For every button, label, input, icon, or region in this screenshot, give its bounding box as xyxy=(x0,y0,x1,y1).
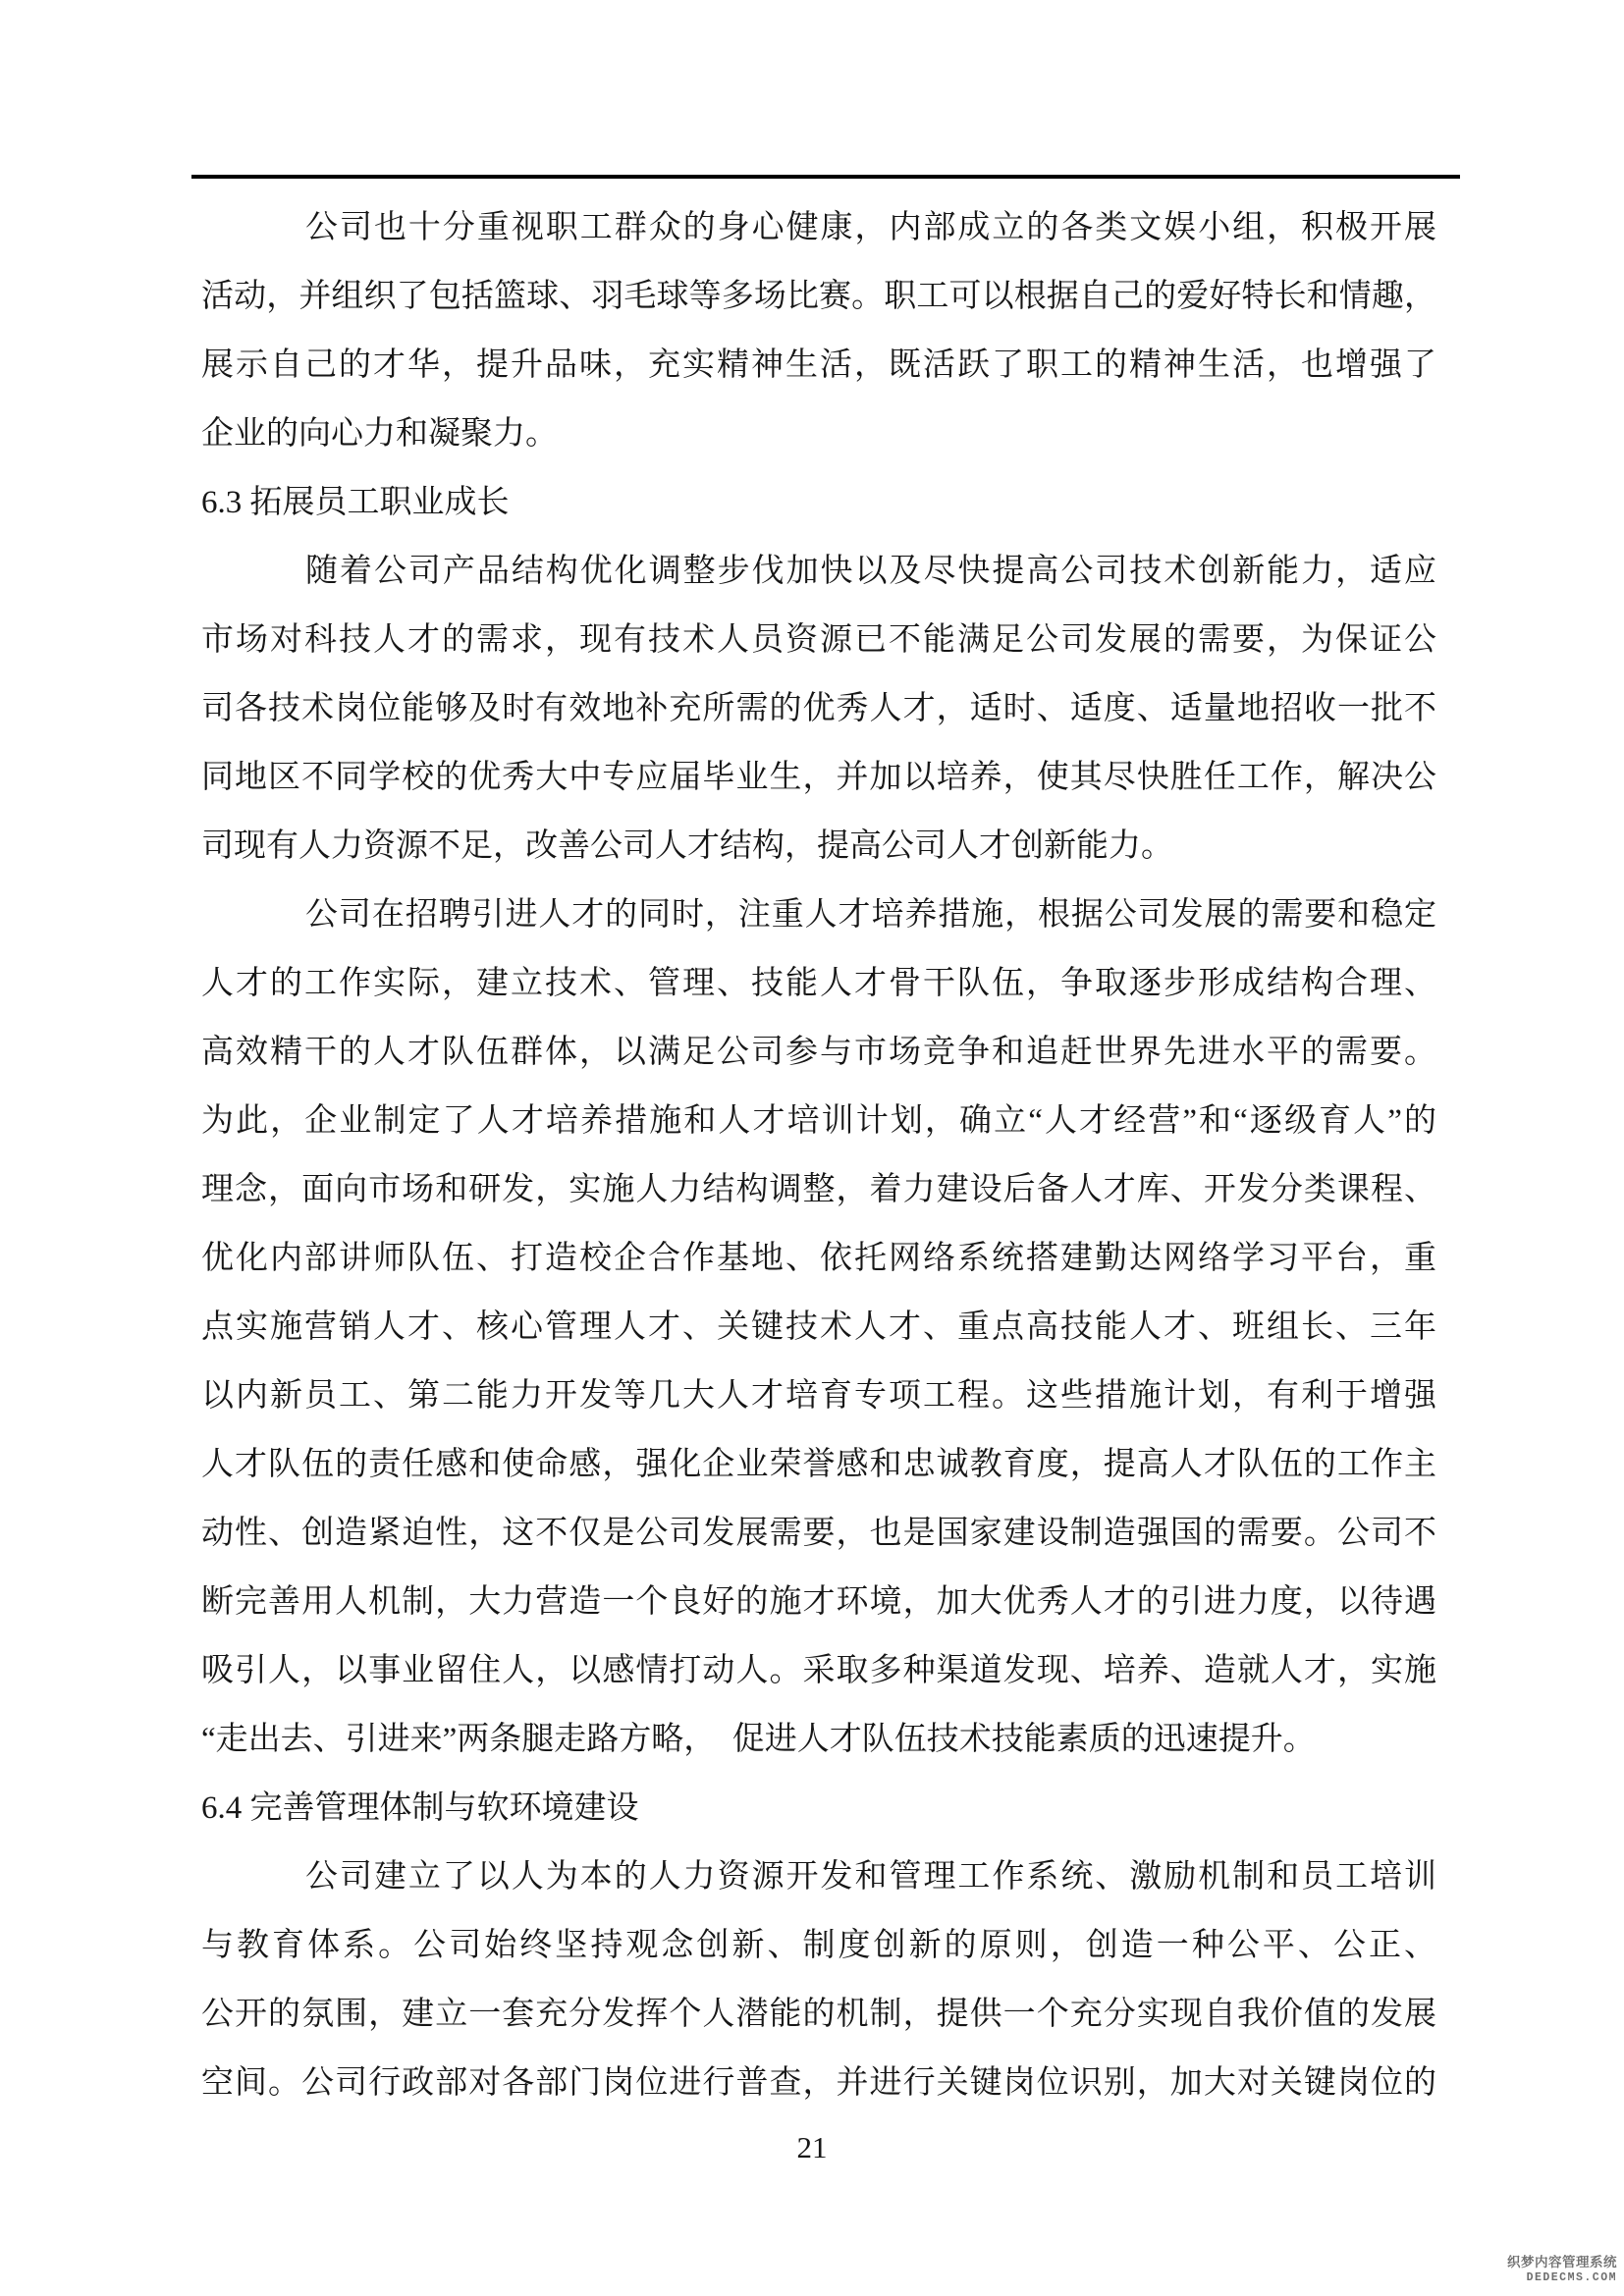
text-line: 企业的向心力和凝聚力。 xyxy=(201,416,558,452)
text-line: 动性、创造紧迫性，这不仅是公司发展需要，也是国家建设制造强国的需要。公司不 xyxy=(201,1516,1436,1551)
text-line: 随着公司产品结构优化调整步伐加快以及尽快提高公司技术创新能力，适应 xyxy=(305,554,1436,589)
text-line: 断完善用人机制，大力营造一个良好的施才环境，加大优秀人才的引进力度，以待遇 xyxy=(201,1584,1436,1620)
text-line: “走出去、引进来”两条腿走路方略， 促进人才队伍技术技能素质的迅速提升。 xyxy=(201,1722,1316,1757)
text-line: 公开的氛围，建立一套充分发挥个人潜能的机制，提供一个充分实现自我价值的发展 xyxy=(201,1997,1436,2032)
text-line: 6.4 完善管理体制与软环境建设 xyxy=(201,1790,639,1826)
text-line: 活动，并组织了包括篮球、羽毛球等多场比赛。职工可以根据自己的爱好特长和情趣， xyxy=(201,279,1436,314)
document-body xyxy=(201,193,1436,2117)
text-line: 同地区不同学校的优秀大中专应届毕业生，并加以培养，使其尽快胜任工作，解决公 xyxy=(201,760,1436,795)
text-line: 6.3 拓展员工职业成长 xyxy=(201,485,510,520)
text-line: 司各技术岗位能够及时有效地补充所需的优秀人才，适时、适度、适量地招收一批不 xyxy=(201,691,1436,726)
text-line: 优化内部讲师队伍、打造校企合作基地、依托网络系统搭建勤达网络学习平台，重 xyxy=(201,1241,1436,1276)
page-number: 21 xyxy=(796,2130,828,2164)
text-line: 公司在招聘引进人才的同时，注重人才培养措施，根据公司发展的需要和稳定 xyxy=(305,897,1436,933)
cms-watermark xyxy=(1507,2255,1617,2286)
text-line: 展示自己的才华，提升品味，充实精神生活，既活跃了职工的精神生活，也增强了 xyxy=(201,347,1436,383)
text-line: 为此，企业制定了人才培养措施和人才培训计划，确立“人才经营”和“逐级育人”的 xyxy=(201,1103,1436,1139)
text-line: 以内新员工、第二能力开发等几大人才培育专项工程。这些措施计划，有利于增强 xyxy=(201,1378,1436,1414)
text-line: 高效精干的人才队伍群体，以满足公司参与市场竞争和追赶世界先进水平的需要。 xyxy=(201,1035,1436,1070)
header-rule xyxy=(191,175,1460,179)
watermark-domain-text: DEDECMS.COM xyxy=(1526,2271,1617,2284)
text-line: 与教育体系。公司始终坚持观念创新、制度创新的原则，创造一种公平、公正、 xyxy=(201,1928,1436,1963)
text-line: 人才的工作实际，建立技术、管理、技能人才骨干队伍，争取逐步形成结构合理、 xyxy=(201,966,1436,1001)
text-line: 吸引人，以事业留住人，以感情打动人。采取多种渠道发现、培养、造就人才，实施 xyxy=(201,1653,1436,1688)
text-line: 司现有人力资源不足，改善公司人才结构，提高公司人才创新能力。 xyxy=(201,828,1173,864)
text-line: 点实施营销人才、核心管理人才、关键技术人才、重点高技能人才、班组长、三年 xyxy=(201,1309,1436,1345)
text-line: 市场对科技人才的需求，现有技术人员资源已不能满足公司发展的需要，为保证公 xyxy=(201,622,1436,658)
watermark-chinese-text: 织梦内容管理系统 xyxy=(1507,2255,1617,2269)
text-line: 公司建立了以人为本的人力资源开发和管理工作系统、激励机制和员工培训 xyxy=(305,1859,1436,1895)
text-line: 人才队伍的责任感和使命感，强化企业荣誉感和忠诚教育度，提高人才队伍的工作主 xyxy=(201,1447,1436,1482)
text-line: 空间。公司行政部对各部门岗位进行普查，并进行关键岗位识别，加大对关键岗位的 xyxy=(201,2065,1436,2101)
text-line: 理念，面向市场和研发，实施人力结构调整，着力建设后备人才库、开发分类课程、 xyxy=(201,1172,1436,1207)
text-line: 公司也十分重视职工群众的身心健康，内部成立的各类文娱小组，积极开展 xyxy=(305,210,1436,245)
